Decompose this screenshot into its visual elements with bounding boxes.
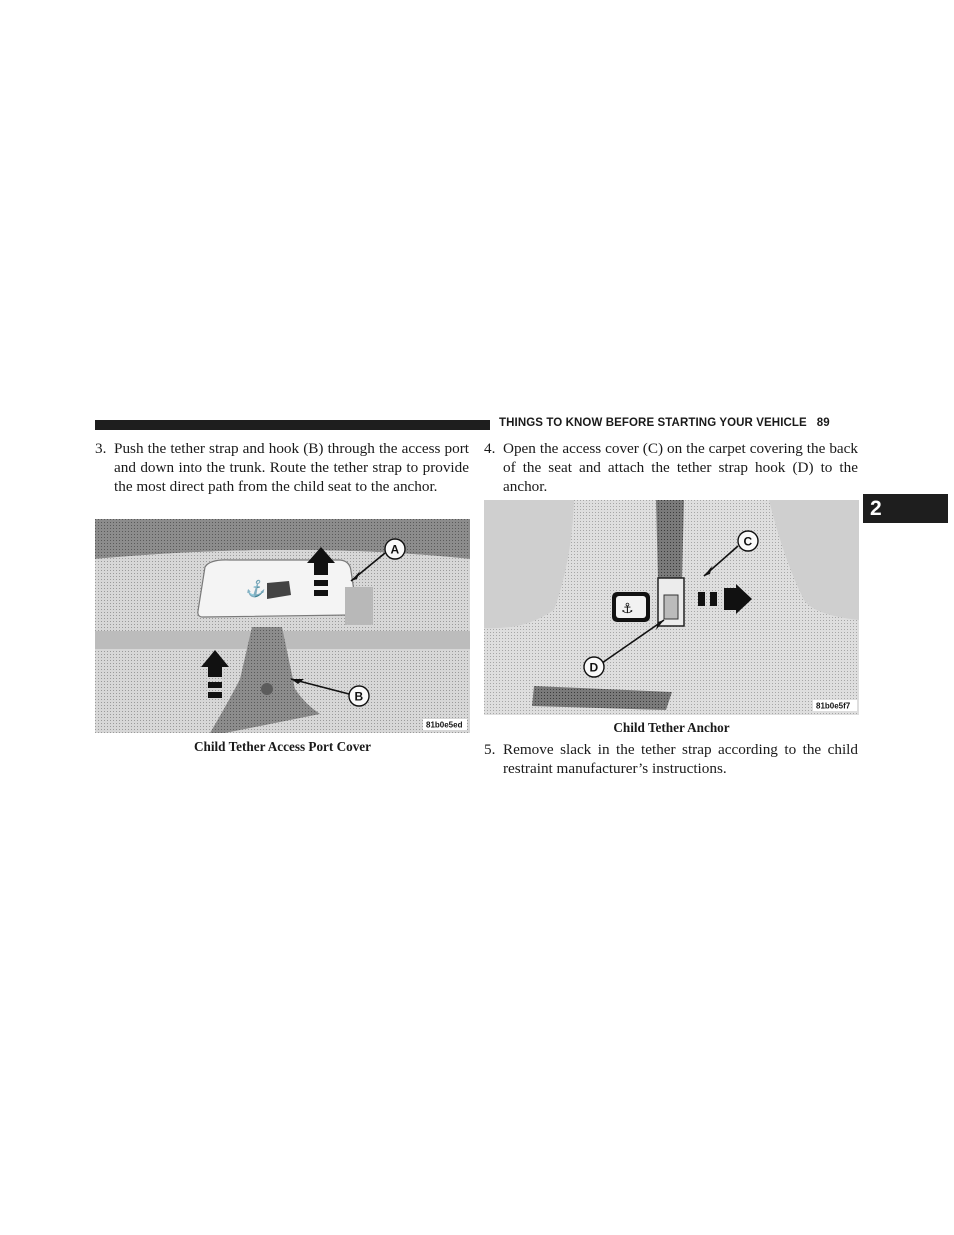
figure-id: 81b0e5ed [426, 720, 463, 730]
running-header [499, 417, 859, 429]
callout-a: A [390, 542, 400, 557]
step-number: 5. [484, 741, 496, 758]
callout-b: B [354, 689, 364, 704]
step-number: 4. [484, 440, 496, 457]
step-3 [95, 439, 469, 496]
figure-tether-anchor [484, 500, 859, 715]
header-rule [95, 420, 490, 430]
step-number: 3. [95, 440, 107, 457]
step-text: Push the tether strap and hook (B) through the access port and down into the trunk. Route the tether strap to provide the most direct path from the child seat to the anchor. [114, 440, 469, 495]
step-text: Remove slack in the tether strap according to the child restraint manufacturer’s instructions. [503, 741, 858, 777]
tether-anchor-illustration [484, 500, 859, 715]
access-port-cover-illustration [95, 519, 470, 733]
step-text: Open the access cover (C) on the carpet covering the back of the seat and attach the tether strap hook (D) to the anchor. [503, 440, 858, 495]
callout-d: D [589, 660, 599, 675]
step-4 [484, 439, 858, 496]
figure-access-port-cover [95, 519, 470, 733]
svg-text:⚓: ⚓ [245, 579, 265, 598]
step-5 [484, 740, 858, 778]
header-title: THINGS TO KNOW BEFORE STARTING YOUR VEHICLE [499, 417, 807, 429]
page-number: 89 [816, 417, 830, 429]
figure-caption: Child Tether Access Port Cover [193, 739, 372, 754]
figure-caption: Child Tether Anchor [613, 720, 730, 735]
figure-id: 81b0e5f7 [816, 701, 851, 711]
callout-c: C [743, 534, 753, 549]
chapter-tab: 2 [863, 494, 948, 523]
svg-text:⚓: ⚓ [621, 601, 634, 617]
